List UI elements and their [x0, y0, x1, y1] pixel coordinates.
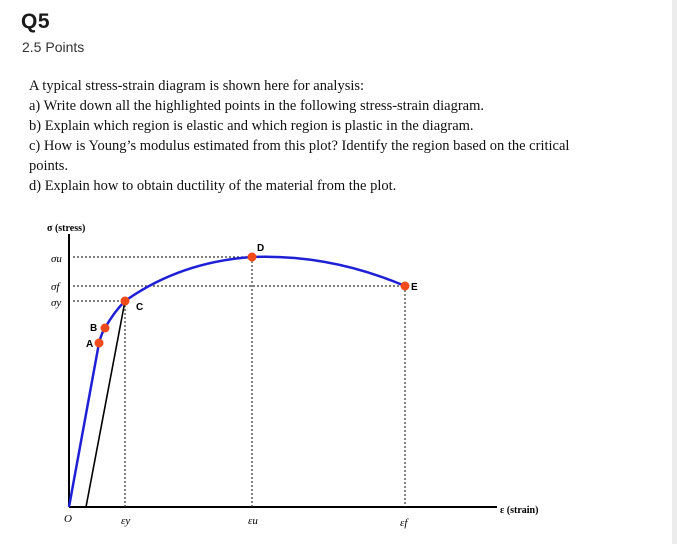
question-line-d: d) Explain how to obtain ductility of the material from the plot.: [29, 178, 397, 194]
question-line-intro: A typical stress-strain diagram is shown here for analysis:: [29, 78, 365, 94]
point-d-label: D: [257, 243, 265, 254]
origin-label: O: [64, 513, 72, 525]
point-a-marker: [95, 339, 104, 348]
point-b-label: B: [90, 323, 98, 334]
tick-epsilon-u: εu: [248, 515, 258, 527]
point-e-marker: [401, 282, 410, 291]
tick-sigma-y: σy: [51, 297, 62, 309]
point-a-label: A: [86, 339, 94, 350]
point-c-label: C: [136, 302, 144, 313]
point-d-marker: [248, 253, 257, 262]
y-axis-label: σ (stress): [47, 223, 86, 234]
question-number: Q5: [21, 10, 51, 33]
tick-epsilon-f: εf: [400, 517, 408, 529]
point-b-marker: [101, 324, 110, 333]
point-c-marker: [121, 297, 130, 306]
stress-strain-curve: [69, 257, 405, 507]
tick-sigma-u: σu: [51, 253, 62, 265]
question-line-c-cont: points.: [29, 158, 69, 174]
question-line-c: c) How is Young’s modulus estimated from this plot? Identify the region based on the critical: [29, 138, 570, 154]
question-points: 2.5 Points: [22, 39, 85, 55]
point-e-label: E: [411, 282, 418, 293]
tick-epsilon-y: εy: [121, 515, 131, 527]
question-line-b: b) Explain which region is elastic and which region is plastic in the diagram.: [29, 118, 474, 134]
question-line-a: a) Write down all the highlighted points in the following stress-strain diagram.: [29, 98, 485, 114]
tick-sigma-f: σf: [51, 281, 60, 293]
x-axis-label: ε (strain): [500, 505, 539, 516]
